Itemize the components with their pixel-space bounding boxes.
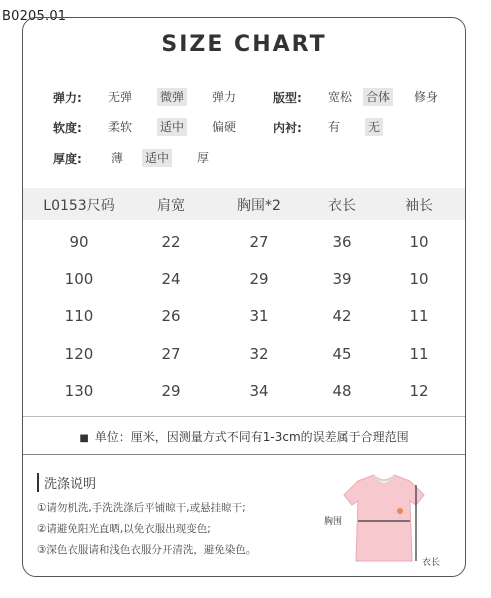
attr-option: 厚: [197, 151, 210, 165]
attr-label: 软度:: [53, 120, 82, 135]
attr-label: 内衬:: [273, 120, 302, 135]
size-chart-card: [22, 17, 466, 577]
table-cell: 34: [249, 382, 269, 400]
table-cell: 90: [69, 233, 89, 251]
table-cell: 39: [332, 270, 352, 288]
table-cell: 10: [409, 233, 429, 251]
shirt-icon: [344, 475, 424, 561]
attr-option-selected: 合体: [363, 88, 393, 106]
table-cell: 11: [409, 345, 429, 363]
chest-label: 胸围: [324, 517, 343, 527]
size-table-header: [23, 188, 465, 220]
attr-option: 有: [328, 120, 341, 134]
table-cell: 31: [249, 307, 269, 325]
bullet-icon: ■: [79, 433, 89, 444]
table-cell: 27: [161, 345, 181, 363]
column-header-sleeve: 袖长: [405, 198, 433, 214]
attr-thickness: [53, 149, 234, 167]
table-cell: 12: [409, 382, 429, 400]
attr-option: 偏硬: [212, 120, 237, 134]
table-cell: 36: [332, 233, 352, 251]
attr-option-selected: 适中: [142, 149, 172, 167]
attr-option-selected: 无: [365, 118, 383, 136]
table-cell: 29: [161, 382, 181, 400]
table-cell: 120: [64, 345, 94, 363]
table-cell: 45: [332, 345, 352, 363]
table-row: [23, 261, 465, 298]
washing-title: 洗涤说明: [37, 473, 256, 492]
table-cell: 10: [409, 270, 429, 288]
washing-item: ②请避免阳光直晒,以免衣服出现变色;: [37, 523, 211, 535]
table-cell: 26: [161, 307, 181, 325]
unit-note-text: 单位：厘米，因测量方式不同有1-3cm的误差属于合理范围: [94, 430, 409, 444]
chart-title: SIZE CHART: [161, 32, 327, 57]
table-cell: 110: [64, 307, 94, 325]
table-cell: 32: [249, 345, 269, 363]
attr-lining: [273, 118, 405, 136]
attr-option: 薄: [111, 151, 124, 165]
unit-note: [23, 428, 465, 445]
attr-fit: [273, 88, 463, 106]
garment-diagram: [324, 471, 464, 571]
table-cell: 11: [409, 307, 429, 325]
attr-option-selected: 微弹: [157, 88, 187, 106]
table-cell: 130: [64, 382, 94, 400]
attr-softness: [53, 118, 261, 136]
table-cell: 24: [161, 270, 181, 288]
column-header-shoulder: 肩宽: [157, 198, 185, 214]
attr-option: 修身: [414, 90, 439, 104]
table-cell: 48: [332, 382, 352, 400]
divider: [23, 416, 465, 417]
table-cell: 29: [249, 270, 269, 288]
washing-item: ③深色衣服请和浅色衣服分开清洗，避免染色。: [37, 544, 257, 556]
table-cell: 100: [64, 270, 94, 288]
table-row: [23, 373, 465, 410]
attr-option: 弹力: [212, 90, 237, 104]
column-header-length: 衣长: [328, 198, 356, 214]
washing-item: ①请勿机洗,手洗洗涤后平铺晾干,或悬挂晾干;: [37, 502, 246, 514]
attr-label: 厚度:: [53, 151, 82, 166]
flower-icon: [397, 508, 403, 514]
attr-option: 柔软: [108, 120, 133, 134]
product-code: B0205.01: [2, 9, 67, 24]
table-row: [23, 224, 465, 261]
attr-label: 版型:: [273, 90, 302, 105]
divider: [23, 454, 465, 455]
table-row: [23, 336, 465, 373]
washing-instructions: [37, 473, 256, 561]
length-label: 衣长: [422, 558, 441, 568]
table-cell: 42: [332, 307, 352, 325]
attr-option: 宽松: [328, 90, 353, 104]
table-cell: 27: [249, 233, 269, 251]
column-header-chest: 胸围*2: [237, 198, 281, 214]
table-cell: 22: [161, 233, 181, 251]
attr-option: 无弹: [108, 90, 133, 104]
attr-option-selected: 适中: [157, 118, 187, 136]
attr-elasticity: [53, 88, 261, 106]
column-header-size: L0153尺码: [43, 198, 115, 214]
table-row: [23, 298, 465, 335]
attr-label: 弹力:: [53, 90, 82, 105]
